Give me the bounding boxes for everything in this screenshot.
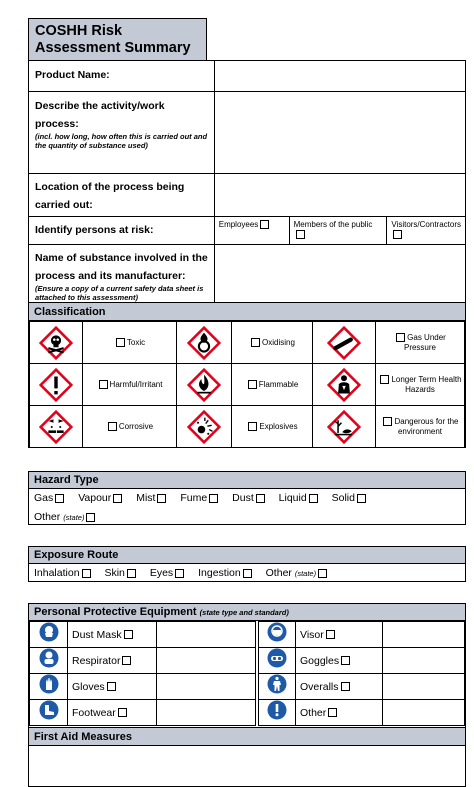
ppe-dust-mask: Dust Mask xyxy=(68,622,157,648)
toxic-checkbox[interactable] xyxy=(116,338,125,347)
ppe-header xyxy=(29,604,465,621)
ppe-icon-cell xyxy=(30,648,68,674)
class-health: Longer Term Health Hazards xyxy=(376,364,465,406)
hazard-solid: Solid xyxy=(331,492,355,504)
exposure-route-header: Exposure Route xyxy=(29,547,465,564)
skin-checkbox[interactable] xyxy=(127,569,136,578)
footwear-icon xyxy=(39,700,59,720)
respirator-checkbox[interactable] xyxy=(122,656,131,665)
ppe-overalls-detail[interactable] xyxy=(383,674,465,700)
route-other: Other xyxy=(265,567,292,579)
gas-pressure-checkbox[interactable] xyxy=(396,333,405,342)
ppe-goggles-detail[interactable] xyxy=(383,648,465,674)
ppe-grid xyxy=(29,621,465,726)
inhalation-checkbox[interactable] xyxy=(82,569,91,578)
ghs-cell xyxy=(313,364,376,406)
hazard-type-section xyxy=(28,471,466,525)
employees-checkbox[interactable] xyxy=(260,220,269,229)
exploding-bomb-icon xyxy=(187,410,221,444)
ghs-cell xyxy=(313,406,376,448)
respirator-icon xyxy=(39,648,59,668)
eyes-checkbox[interactable] xyxy=(175,569,184,578)
ghs-cell xyxy=(30,364,83,406)
ppe-footwear-detail[interactable] xyxy=(157,700,256,726)
route-ingestion: Ingestion xyxy=(198,567,241,579)
ghs-cell xyxy=(313,322,376,364)
first-aid-section xyxy=(28,727,466,787)
page-title: COSHH Risk Assessment Summary xyxy=(35,23,191,56)
ppe-visor: Visor xyxy=(296,622,383,648)
ppe-icon-cell xyxy=(259,648,296,674)
ppe-title: Personal Protective Equipment xyxy=(34,606,197,618)
first-aid-header: First Aid Measures xyxy=(29,728,465,746)
ppe-other-detail[interactable] xyxy=(383,700,465,726)
ppe-dust-mask-detail[interactable] xyxy=(157,622,256,648)
corrosion-icon xyxy=(39,410,73,444)
flame-over-circle-icon xyxy=(187,326,221,360)
hazard-type-row xyxy=(29,489,465,509)
ppe-icon-cell xyxy=(30,700,68,726)
overalls-checkbox[interactable] xyxy=(341,682,350,691)
health-hazard-icon xyxy=(327,368,361,402)
liquid-checkbox[interactable] xyxy=(309,494,318,503)
gas-cylinder-icon xyxy=(327,326,361,360)
ppe-section xyxy=(28,603,466,728)
persons-public: Members of the public xyxy=(289,217,387,245)
skull-crossbones-icon xyxy=(39,326,73,360)
ppe-respirator: Respirator xyxy=(68,648,157,674)
fume-checkbox[interactable] xyxy=(209,494,218,503)
class-gas: Gas Under Pressure xyxy=(376,322,465,364)
mist-checkbox[interactable] xyxy=(157,494,166,503)
ppe-note: (state type and standard) xyxy=(199,608,289,617)
details-table xyxy=(28,60,466,306)
route-other-note: (state) xyxy=(294,569,317,578)
hazard-vapour: Vapour xyxy=(78,492,112,504)
ppe-visor-detail[interactable] xyxy=(383,622,465,648)
gloves-checkbox[interactable] xyxy=(107,682,116,691)
ppe-icon-cell xyxy=(30,674,68,700)
ppe-other: Other xyxy=(296,700,383,726)
ghs-cell xyxy=(30,322,83,364)
ghs-cell xyxy=(30,406,83,448)
location-label: Location of the process being carried out: xyxy=(29,174,215,217)
ghs-cell xyxy=(177,406,232,448)
flame-icon xyxy=(187,368,221,402)
location-field[interactable] xyxy=(214,174,465,217)
environment-icon xyxy=(327,410,361,444)
route-inhalation: Inhalation xyxy=(34,567,80,579)
hazard-mist: Mist xyxy=(136,492,156,504)
overalls-icon xyxy=(267,674,287,694)
classification-section xyxy=(28,302,466,448)
dust-mask-checkbox[interactable] xyxy=(124,630,133,639)
route-other-checkbox[interactable] xyxy=(318,569,327,578)
flammable-checkbox[interactable] xyxy=(248,380,257,389)
ppe-icon-cell xyxy=(30,622,68,648)
public-checkbox[interactable] xyxy=(296,230,305,239)
explosives-checkbox[interactable] xyxy=(248,422,257,431)
classification-grid xyxy=(29,321,465,448)
goggles-icon xyxy=(267,648,287,668)
ppe-goggles: Goggles xyxy=(296,648,383,674)
oxidising-checkbox[interactable] xyxy=(251,338,260,347)
classification-header: Classification xyxy=(29,303,465,321)
substance-label: Name of substance involved in the process and its manufacturer: (Ensure a copy of a current safety data sheet is attached to this assessment) xyxy=(29,245,215,306)
product-name-field[interactable] xyxy=(214,61,465,92)
ppe-icon-cell xyxy=(259,700,296,726)
route-eyes: Eyes xyxy=(149,567,174,579)
exposure-route-row xyxy=(29,564,465,579)
class-environment: Dangerous for the environment xyxy=(376,406,465,448)
environment-checkbox[interactable] xyxy=(383,417,392,426)
class-oxidising: Oxidising xyxy=(232,322,313,364)
corrosive-checkbox[interactable] xyxy=(108,422,117,431)
persons-employees: Employees xyxy=(214,217,289,245)
hazard-liquid: Liquid xyxy=(278,492,307,504)
substance-field[interactable] xyxy=(214,245,465,306)
solid-checkbox[interactable] xyxy=(357,494,366,503)
dust-mask-icon xyxy=(39,622,59,642)
ppe-gloves-detail[interactable] xyxy=(157,674,256,700)
class-corrosive: Corrosive xyxy=(83,406,177,448)
persons-label: Identify persons at risk: xyxy=(29,217,215,245)
hazard-gas: Gas xyxy=(34,492,54,504)
health-checkbox[interactable] xyxy=(380,375,389,384)
ppe-icon-cell xyxy=(259,674,296,700)
activity-label: Describe the activity/work process: (incl. how long, how often this is carried out and the quantity of substance used) xyxy=(29,92,215,174)
hazard-other-note: (state) xyxy=(63,513,85,522)
hazard-dust: Dust xyxy=(232,492,254,504)
first-aid-field[interactable] xyxy=(29,746,465,786)
class-flammable: Flammable xyxy=(232,364,313,406)
persons-visitors: Visitors/Contractors xyxy=(387,217,466,245)
ppe-respirator-detail[interactable] xyxy=(157,648,256,674)
visor-checkbox[interactable] xyxy=(326,630,335,639)
ppe-gloves: Gloves xyxy=(68,674,157,700)
ghs-cell xyxy=(177,364,232,406)
exposure-route-section xyxy=(28,546,466,582)
harmful-checkbox[interactable] xyxy=(99,380,108,389)
visor-icon xyxy=(267,622,287,642)
activity-field[interactable] xyxy=(214,92,465,174)
class-explosives: Explosives xyxy=(232,406,313,448)
footwear-checkbox[interactable] xyxy=(118,708,127,717)
hazard-other-row xyxy=(29,509,465,523)
substance-note: (Ensure a copy of a current safety data sheet is attached to this assessment) xyxy=(35,284,204,302)
hazard-other: Other xyxy=(34,511,61,523)
vapour-checkbox[interactable] xyxy=(113,494,122,503)
ppe-other-checkbox[interactable] xyxy=(328,708,337,717)
gloves-icon xyxy=(39,674,59,694)
hazard-other-checkbox[interactable] xyxy=(86,513,95,522)
activity-note: (incl. how long, how often this is carried out and the quantity of substance used) xyxy=(35,132,208,150)
class-toxic: Toxic xyxy=(83,322,177,364)
hazard-type-header: Hazard Type xyxy=(29,472,465,489)
gas-checkbox[interactable] xyxy=(55,494,64,503)
product-name-label: Product Name: xyxy=(29,61,215,92)
ppe-overalls: Overalls xyxy=(296,674,383,700)
class-harmful: Harmful/Irritant xyxy=(83,364,177,406)
dust-checkbox[interactable] xyxy=(256,494,265,503)
title-box xyxy=(28,18,207,61)
ppe-footwear: Footwear xyxy=(68,700,157,726)
info-icon xyxy=(267,700,287,720)
goggles-checkbox[interactable] xyxy=(341,656,350,665)
ppe-icon-cell xyxy=(259,622,296,648)
hazard-fume: Fume xyxy=(180,492,208,504)
visitors-checkbox[interactable] xyxy=(393,230,402,239)
route-skin: Skin xyxy=(104,567,125,579)
exclamation-mark-icon xyxy=(39,368,73,402)
ingestion-checkbox[interactable] xyxy=(243,569,252,578)
ghs-cell xyxy=(177,322,232,364)
